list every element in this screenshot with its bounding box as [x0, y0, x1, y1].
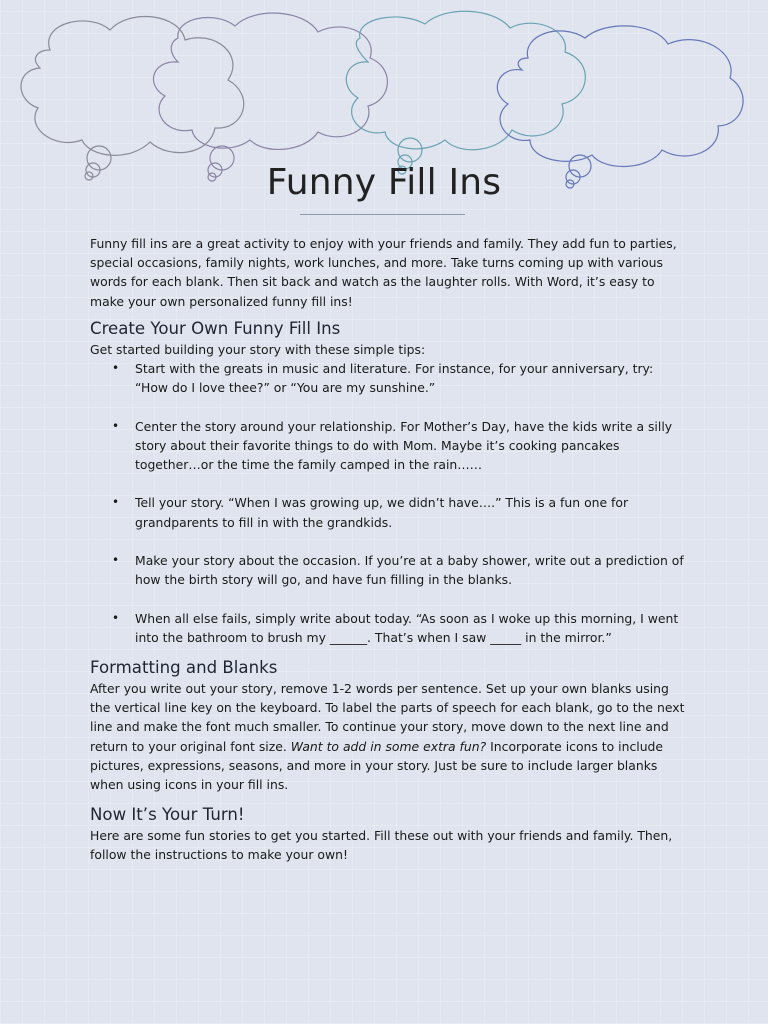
list-item — [90, 551, 686, 589]
list-item — [90, 609, 686, 647]
create-lead-text: Get started building your story with these simple tips: — [90, 341, 426, 357]
section-heading-create: Create Your Own Funny Fill Ins — [90, 318, 341, 338]
title-divider — [300, 214, 465, 215]
formatting-text-italic: Want to add in some extra fun? — [290, 738, 487, 754]
section-heading-formatting: Formatting and Blanks — [90, 658, 278, 677]
formatting-text-part2: Incorporate icons to include pictures, expressions, seasons, and more in your story. Just be sure to include larger blanks when using icons in your fill ins. — [90, 738, 664, 793]
list-item — [90, 359, 686, 397]
bullet-icon: • — [112, 495, 120, 510]
bullet-icon: • — [112, 418, 120, 433]
document-title: Funny Fill Ins — [266, 162, 502, 203]
list-item — [90, 417, 686, 475]
formatting-text-part1: After you write out your story, remove 1-2 words per sentence. Set up your own blanks using the vertical line key on the keyboard. To label the parts of speech for each blank, go to the next line and make the font much smaller. To continue your story, move down to the next line and return to your original font size. — [90, 681, 685, 754]
section-heading-turn: Now It’s Your Turn! — [90, 805, 245, 825]
bullet-icon: • — [112, 553, 120, 567]
document-body — [90, 234, 686, 865]
tip-text: Center the story around your relationship. For Mother’s Day, have the kids write a silly story about their favorite things to do with Mom. Maybe it’s cooking pancakes together…or the time the family camped in the rain…… — [135, 418, 673, 473]
bullet-icon: • — [112, 610, 120, 625]
tip-text: When all else fails, simply write about today. “As soon as I woke up this morning, I went into the bathroom to brush my ______. That’s when I saw _____ in the mirror.” — [135, 610, 679, 645]
turn-paragraph: Here are some fun stories to get you started. Fill these out with your friends and family. Then, follow the instructions to make your own! — [90, 828, 673, 863]
intro-paragraph: Funny fill ins are a great activity to enjoy with your friends and family. They add fun to parties, special occasions, family nights, work lunches, and more. Take turns coming up with various words for each blank. Then sit back and watch as the laughter rolls. With Word, it’s easy to make your own personalized funny fill ins! — [90, 236, 677, 309]
list-item — [90, 493, 686, 531]
formatting-paragraph — [90, 679, 686, 794]
tip-text: Make your story about the occasion. If you’re at a baby shower, write out a prediction of how the birth story will go, and have fun filling in the blanks. — [135, 553, 684, 588]
tips-list — [90, 359, 686, 647]
bullet-icon: • — [112, 361, 120, 376]
tip-text: Tell your story. “When I was growing up, we didn’t have….” This is a fun one for grandparents to fill in with the grandkids. — [135, 495, 629, 530]
tip-text: Start with the greats in music and literature. For instance, for your anniversary, try: “How do I love thee?” or “You are my sunshine.” — [135, 361, 654, 396]
thought-cloud-purple — [153, 13, 387, 181]
thought-cloud-teal — [346, 11, 585, 174]
